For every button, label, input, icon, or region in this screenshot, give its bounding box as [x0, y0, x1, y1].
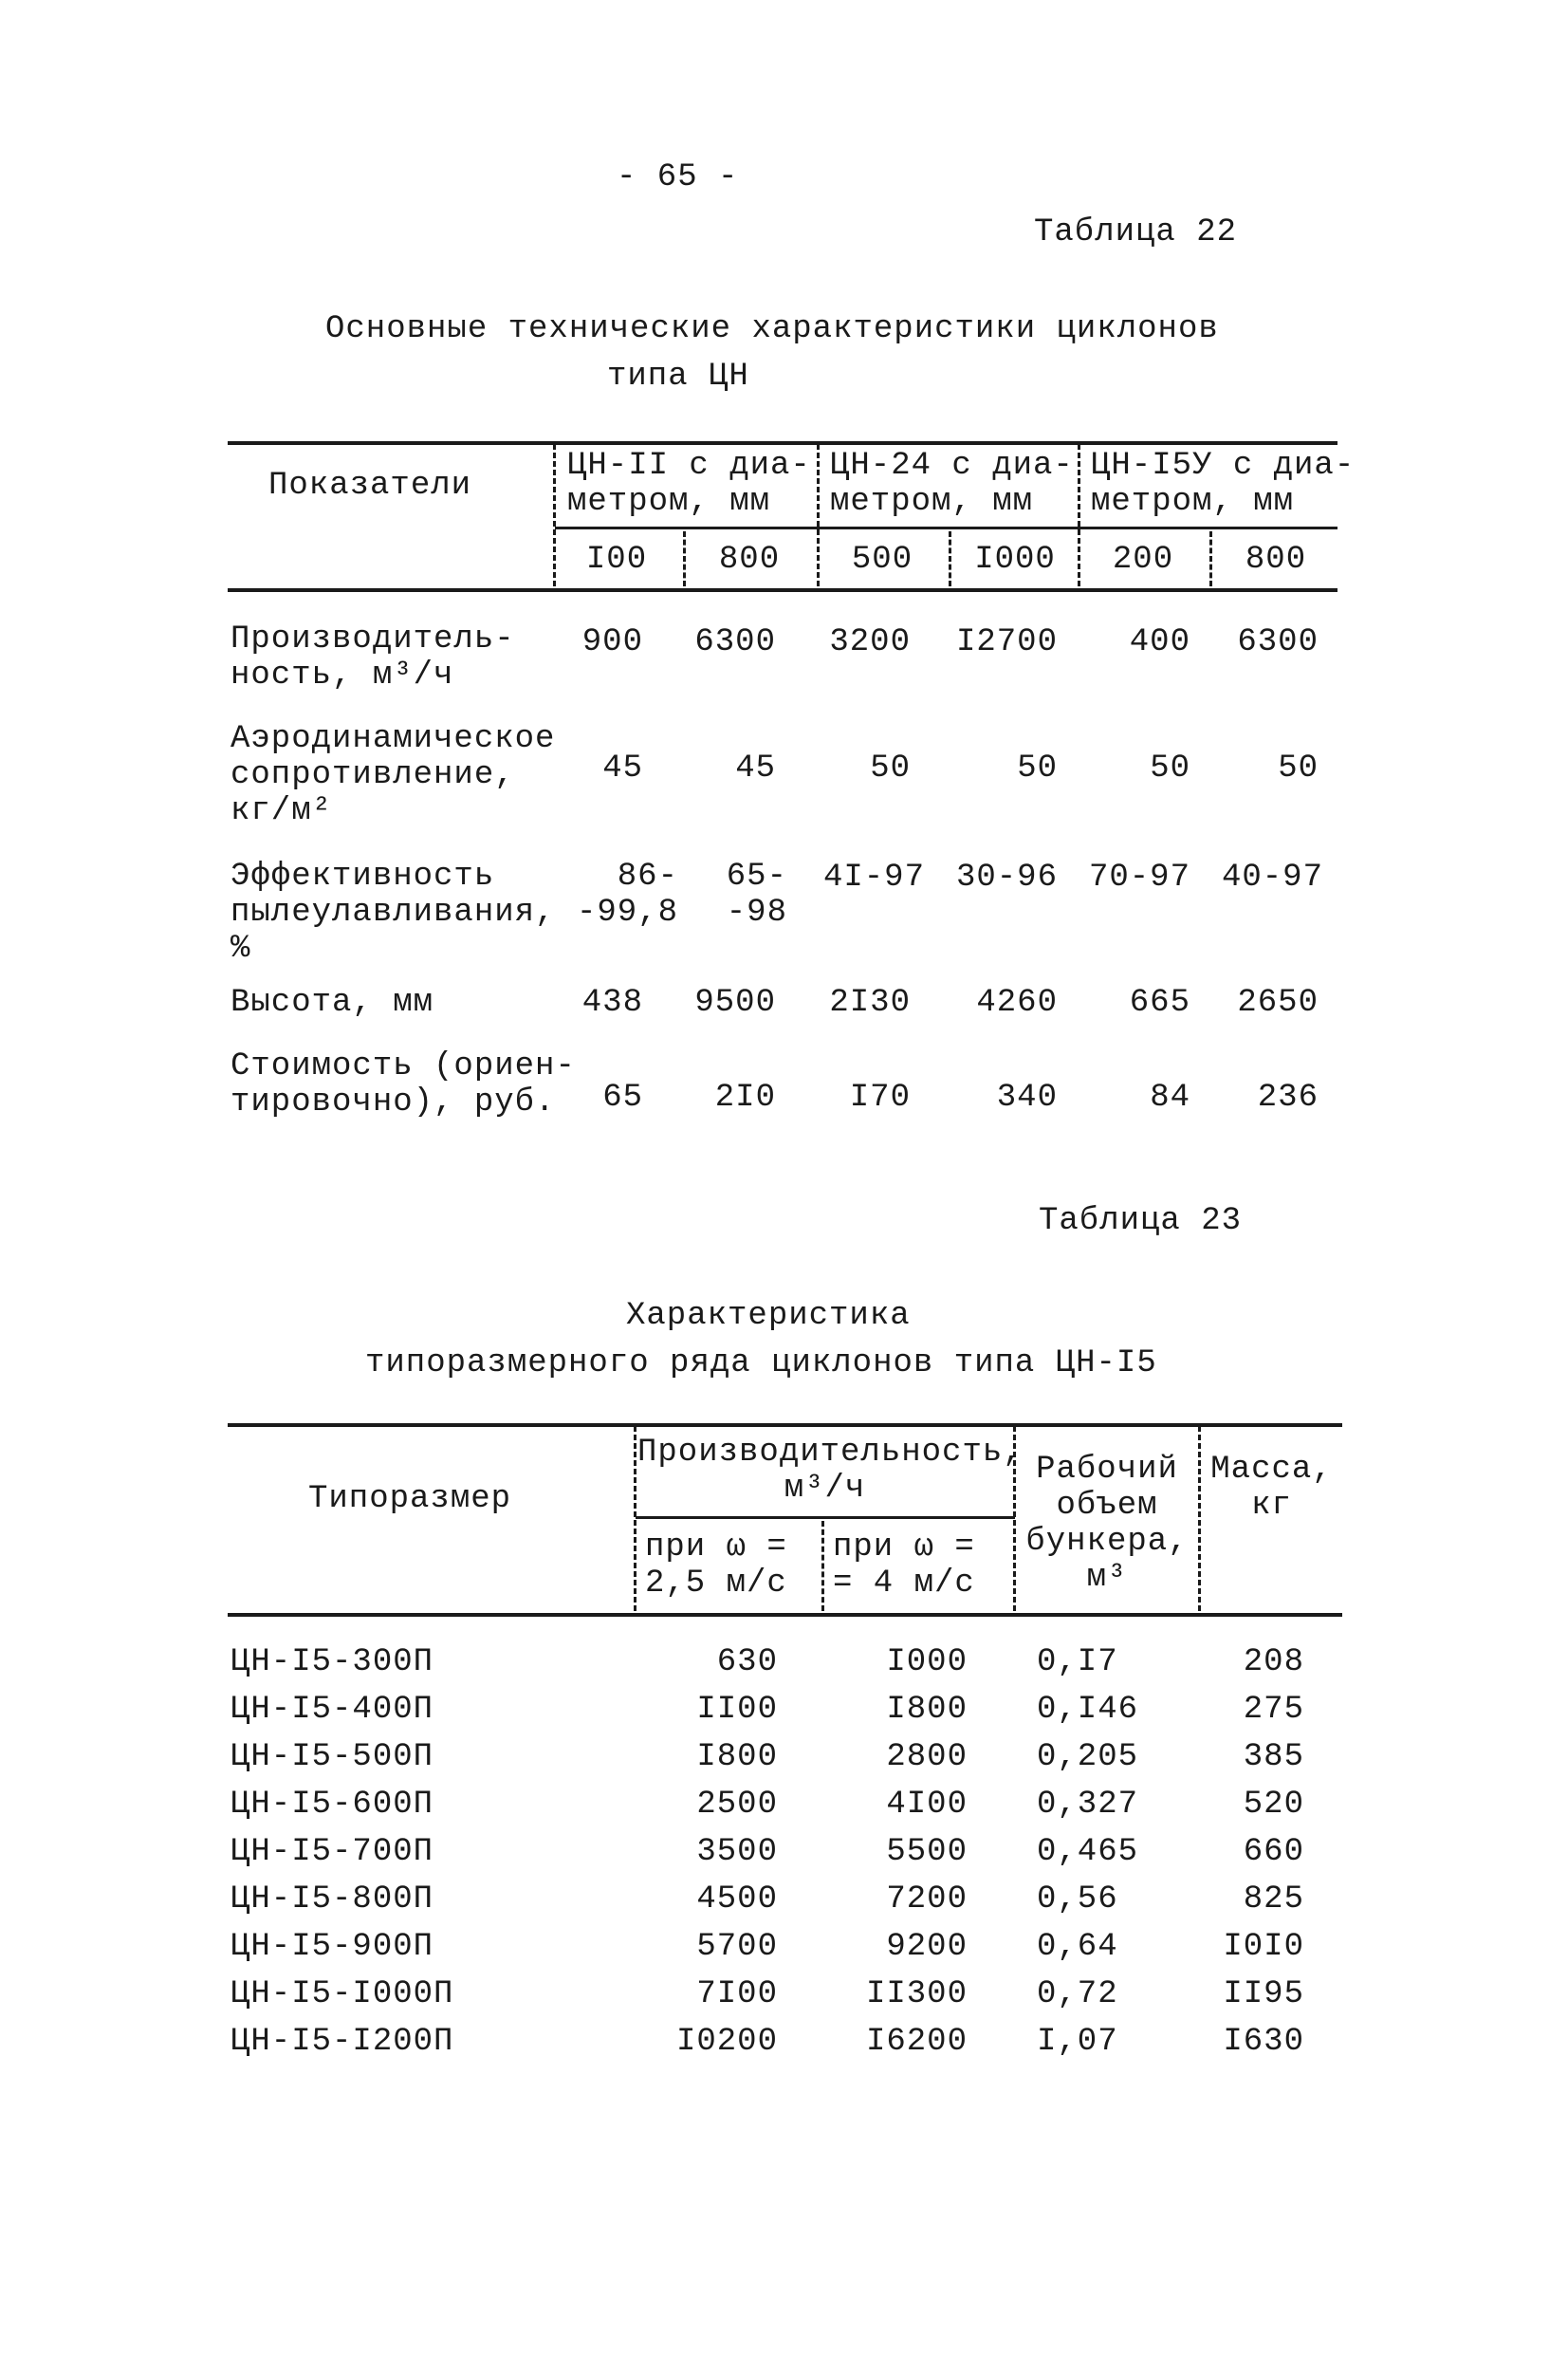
table22-header-group: ЦН-II с диа- метром, мм — [567, 448, 811, 520]
table23-cell-p2: 5500 — [886, 1834, 968, 1870]
table23-cell-volume: 0,I46 — [1037, 1692, 1139, 1728]
table22-diameter: I00 — [585, 542, 648, 578]
table23-cell-p1: 5700 — [696, 1929, 778, 1965]
table22-row-name: Аэродинамическое сопротивление, кг/м² — [231, 721, 556, 829]
table23-cell-p2: I6200 — [865, 2024, 968, 2060]
table22-cell: 65- -98 — [726, 859, 787, 931]
table23-cell-type: ЦН-I5-300П — [231, 1644, 434, 1680]
table22-header-group: ЦН-24 с диа- метром, мм — [830, 448, 1074, 520]
table22-cell: 2I0 — [714, 1080, 776, 1116]
table23-cell-type: ЦН-I5-500П — [231, 1739, 434, 1775]
table23-subheader-rule — [636, 1516, 1015, 1519]
table23-cell-volume: I,07 — [1037, 2024, 1118, 2060]
table22-cell: I2700 — [955, 624, 1058, 660]
table22-row-name: Эффективность пылеулавливания, % — [231, 859, 556, 967]
table23-cell-p1: I0200 — [675, 2024, 778, 2060]
table22-cell: 4I-97 — [822, 860, 925, 896]
table23-cell-p2: 7200 — [886, 1881, 968, 1918]
table22-diameter: 200 — [1112, 542, 1174, 578]
table23-cell-volume: 0,72 — [1037, 1976, 1118, 2012]
table23-cell-p2: 2800 — [886, 1739, 968, 1775]
table23-cell-volume: 0,205 — [1037, 1739, 1139, 1775]
table23-title-line1: Характеристика — [626, 1298, 911, 1334]
table22-cell: 4260 — [976, 985, 1058, 1021]
table23-divider — [821, 1521, 824, 1611]
table22-cell: 900 — [581, 624, 643, 660]
table23-cell-type: ЦН-I5-600П — [231, 1787, 434, 1823]
table23-cell-type: ЦН-I5-900П — [231, 1929, 434, 1965]
table22-cell: 50 — [1017, 750, 1058, 787]
table23-cell-p2: I000 — [886, 1644, 968, 1680]
table23-top-rule — [228, 1423, 1342, 1427]
table22-header-indicators: Показатели — [268, 468, 472, 504]
table23-cell-mass: 660 — [1243, 1834, 1304, 1870]
table22-row-name: Производитель- ность, м³/ч — [231, 621, 515, 694]
table23-cell-type: ЦН-I5-800П — [231, 1881, 434, 1918]
table22-subheader-rule — [555, 527, 1337, 529]
table22-cell: 70-97 — [1088, 860, 1190, 896]
table23-cell-volume: 0,I7 — [1037, 1644, 1118, 1680]
table22-cell: 45 — [735, 750, 776, 787]
table23-header-bunker: Рабочий объем бункера, м³ — [1025, 1452, 1189, 1596]
table22-cell: 2I30 — [829, 985, 911, 1021]
table22-cell: 236 — [1257, 1080, 1319, 1116]
table23-cell-p1: 4500 — [696, 1881, 778, 1918]
table23-cell-volume: 0,64 — [1037, 1929, 1118, 1965]
table22-top-rule — [228, 441, 1337, 445]
table22-cell: 665 — [1129, 985, 1190, 1021]
table22-divider — [683, 531, 686, 586]
table23-divider — [1198, 1426, 1201, 1611]
table23-label: Таблица 23 — [1039, 1203, 1243, 1239]
table22-cell: 50 — [1150, 750, 1190, 787]
table23-header-bottom-rule — [228, 1613, 1342, 1617]
table22-header-group: ЦН-I5У с диа- метром, мм — [1091, 448, 1356, 520]
table23-cell-p1: 7I00 — [696, 1976, 778, 2012]
table22-cell: 86- -99,8 — [576, 859, 678, 931]
table23-header-type: Типоразмер — [308, 1481, 512, 1517]
table22-diameter: 500 — [851, 542, 913, 578]
table22-divider — [1209, 531, 1212, 586]
table22-row-name: Стоимость (ориен- тировочно), руб. — [231, 1048, 576, 1121]
table23-header-speed: при ω = = 4 м/с — [833, 1529, 975, 1602]
table23-cell-mass: II95 — [1223, 1976, 1304, 2012]
table23-cell-volume: 0,327 — [1037, 1787, 1139, 1823]
table22-header-bottom-rule — [228, 588, 1337, 592]
table23-cell-p2: I800 — [886, 1692, 968, 1728]
table22-cell: 400 — [1129, 624, 1190, 660]
table22-cell: 9500 — [694, 985, 776, 1021]
table23-cell-type: ЦН-I5-I200П — [231, 2024, 454, 2060]
table22-label: Таблица 22 — [1034, 214, 1238, 250]
table23-cell-type: ЦН-I5-I000П — [231, 1976, 454, 2012]
table22-cell: 2650 — [1237, 985, 1319, 1021]
table22-divider — [949, 531, 951, 586]
table22-title-line1: Основные технические характеристики циклонов — [325, 311, 1219, 347]
table22-cell: 6300 — [1237, 624, 1319, 660]
table23-cell-mass: I0I0 — [1223, 1929, 1304, 1965]
table23-cell-p1: 3500 — [696, 1834, 778, 1870]
table23-cell-mass: 208 — [1243, 1644, 1304, 1680]
table23-cell-p2: 9200 — [886, 1929, 968, 1965]
table23-cell-p1: 630 — [716, 1644, 778, 1680]
table23-title-line2: типоразмерного ряда циклонов типа ЦН-I5 — [365, 1345, 1157, 1381]
table22-cell: 84 — [1150, 1080, 1190, 1116]
table22-cell: 3200 — [829, 624, 911, 660]
table22-title-line2: типа ЦН — [607, 359, 749, 395]
table22-cell: 50 — [1278, 750, 1319, 787]
table23-cell-mass: 275 — [1243, 1692, 1304, 1728]
table23-cell-type: ЦН-I5-700П — [231, 1834, 434, 1870]
table22-cell: 6300 — [694, 624, 776, 660]
table22-cell: 45 — [602, 750, 643, 787]
table23-cell-volume: 0,465 — [1037, 1834, 1139, 1870]
table22-cell: 30-96 — [955, 860, 1058, 896]
table23-cell-mass: 385 — [1243, 1739, 1304, 1775]
table23-cell-p1: 2500 — [696, 1787, 778, 1823]
table23-divider — [634, 1426, 636, 1611]
table22-diameter: 800 — [718, 542, 781, 578]
table23-cell-volume: 0,56 — [1037, 1881, 1118, 1918]
table23-cell-p1: II00 — [696, 1692, 778, 1728]
page-number: - 65 - — [617, 159, 739, 195]
table22-diameter: I000 — [974, 542, 1056, 578]
table22-cell: 50 — [870, 750, 911, 787]
table23-cell-type: ЦН-I5-400П — [231, 1692, 434, 1728]
table22-divider — [1078, 444, 1080, 586]
table22-cell: 40-97 — [1221, 860, 1323, 896]
table23-header-speed: при ω = 2,5 м/с — [645, 1529, 787, 1602]
table22-row-name: Высота, мм — [231, 985, 434, 1021]
table22-cell: 340 — [996, 1080, 1058, 1116]
table22-cell: 65 — [602, 1080, 643, 1116]
table22-diameter: 800 — [1245, 542, 1307, 578]
table22-divider — [817, 444, 820, 586]
table22-cell: 438 — [581, 985, 643, 1021]
table23-header-mass: Масса, кг — [1210, 1452, 1333, 1524]
table22-cell: I70 — [849, 1080, 911, 1116]
table23-cell-p2: 4I00 — [886, 1787, 968, 1823]
table23-cell-p2: II300 — [865, 1976, 968, 2012]
table23-cell-mass: 520 — [1243, 1787, 1304, 1823]
table23-cell-mass: 825 — [1243, 1881, 1304, 1918]
table23-cell-p1: I800 — [696, 1739, 778, 1775]
table23-cell-mass: I630 — [1223, 2024, 1304, 2060]
table23-header-productivity: Производительность, м³/ч — [637, 1435, 1024, 1507]
